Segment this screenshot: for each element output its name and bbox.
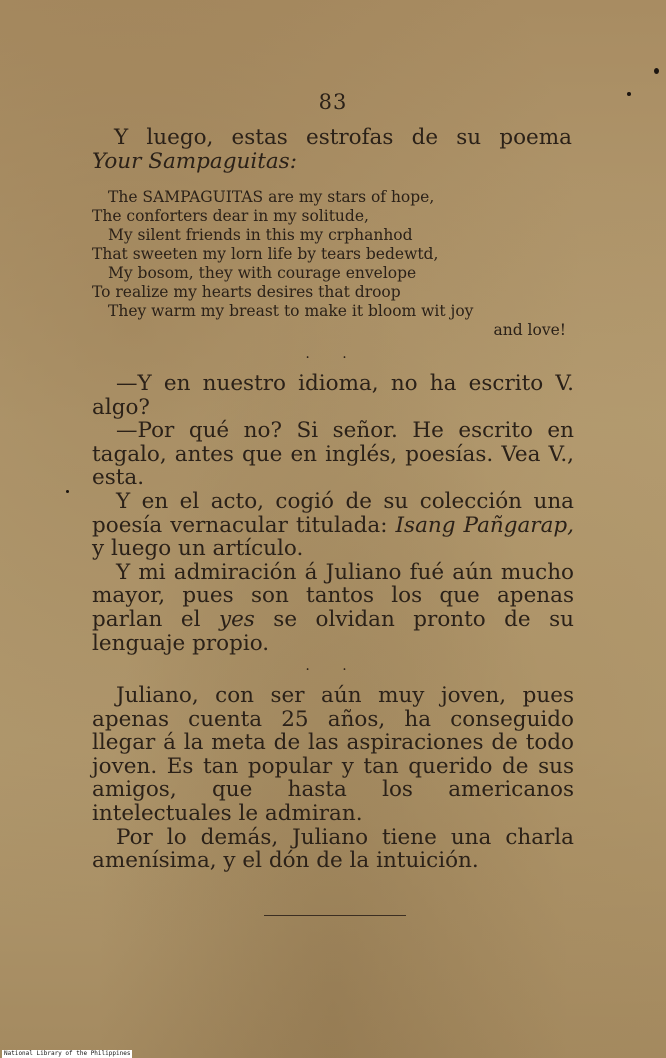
end-rule (264, 915, 406, 916)
poem-title: Isang Pañgarap, (395, 512, 575, 538)
poem-line: and love! (493, 321, 566, 339)
ink-speck (654, 68, 659, 74)
dialogue-block (92, 372, 574, 655)
section-separator: . . (305, 658, 361, 674)
page-number: 83 (318, 90, 348, 114)
intro-text (92, 126, 572, 174)
poem-line: My silent friends in this my crphanhod (108, 226, 413, 244)
ink-speck (627, 92, 631, 96)
paragraph: —Por qué no? Si señor. He escrito en tagalo, antes que en inglés, poesías. Vea V., esta. (92, 418, 574, 491)
poem-line: They warm my breast to make it bloom wit joy (108, 302, 474, 320)
poem-line: To realize my hearts desires that droop (92, 283, 401, 301)
paragraph: Por lo demás, Juliano tiene una charla amenísima, y el dón de la intuición. (92, 824, 574, 874)
footer-credit: National Library of the Philippines (4, 1050, 131, 1057)
paragraph: Y mi admiración á Juliano fué aún mucho mayor, pues son tantos los que apenas parlan el yes se olvidan pronto de su lenguaje propio. (92, 559, 574, 656)
foreign-word: yes (218, 606, 255, 632)
poem-line: The SAMPAGUITAS are my stars of hope, (108, 188, 435, 206)
intro-line-2: Your Sampaguitas: (92, 149, 297, 174)
poem-line: The conforters dear in my solitude, (92, 207, 369, 225)
poem-line: My bosom, they with courage envelope (108, 264, 417, 282)
paragraph: Y en el acto, cogió de su colección una poesía vernacular titulada: Isang Pañgarap, y luego un artículo. (92, 488, 575, 562)
section-separator: . . (305, 346, 361, 362)
ink-speck (66, 490, 69, 493)
poem (92, 188, 572, 340)
paragraph: Juliano, con ser aún muy joven, pues apenas cuenta 25 años, ha conseguido llegar á la meta de las aspiraciones de todo joven. Es tan popular y tan querido de sus amigos, que hasta los americanos intelectuales le admiran. (92, 683, 574, 826)
intro-line-1: Y luego, estas estrofas de su poema (114, 125, 572, 150)
paragraph: —Y en nuestro idioma, no ha escrito V. algo? (92, 371, 574, 420)
poem-line: That sweeten my lorn life by tears bedewtd, (92, 245, 439, 263)
closing-block (92, 684, 574, 873)
